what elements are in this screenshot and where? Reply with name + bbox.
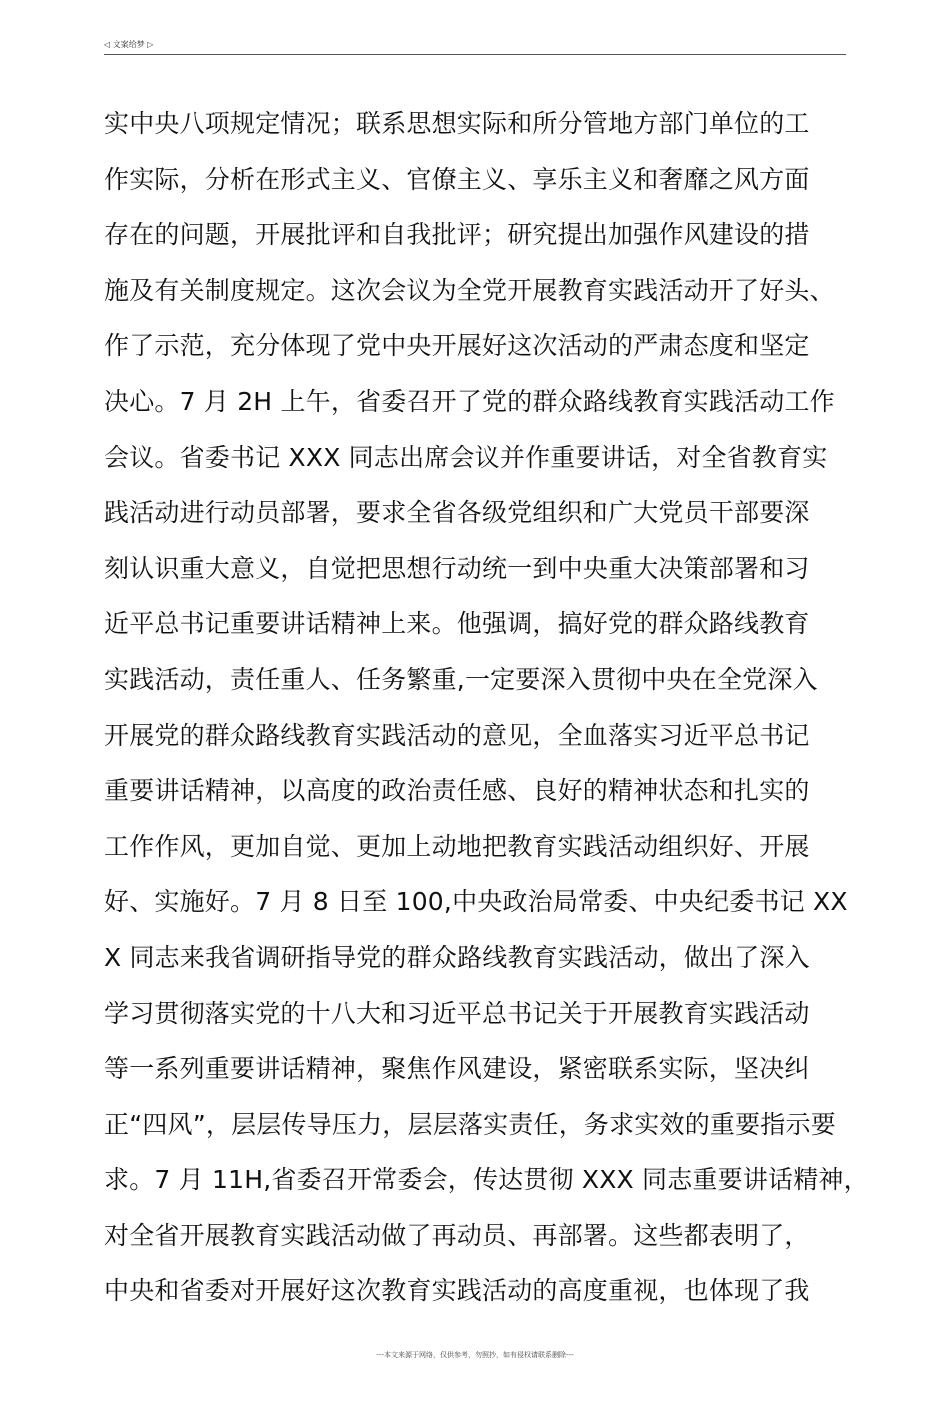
body-line: 实中央八项规定情况；联系思想实际和所分管地方部门单位的工	[104, 109, 810, 138]
body-line: 实践活动，责任重人、任务繁重,一定要深入贯彻中央在全党深入	[104, 664, 818, 694]
body-line: 践活动进行动员部署，要求全省各级党组织和广大党员干部要深	[104, 498, 810, 528]
body-line: 开展党的群众路线教育实践活动的意见，全血落实习近平总书记	[104, 720, 810, 750]
body-line: 会议。省委书记 XXX 同志出席会议并作重要讲话，对全省教育实	[104, 442, 828, 472]
body-line: 近平总书记重要讲话精神上来。他强调，搞好党的群众路线教育	[104, 609, 810, 639]
body-line: 求。7 月 11H,省委召开常委会，传达贯彻 XXX 同志重要讲话精神，	[104, 1165, 869, 1195]
body-line: 作了示范，充分体现了党中央开展好这次活动的严肃态度和坚定	[104, 331, 810, 361]
header-title: ◁ 文案给梦 ▷	[104, 40, 154, 49]
body-line: 好、实施好。7 月 8 日至 100,中央政治局常委、中央纪委书记 XX	[104, 887, 848, 917]
body-line: 正“四风”，层层传导压力，层层落实责任，务求实效的重要指示要	[104, 1109, 836, 1139]
body-line: X 同志来我省调研指导党的群众路线教育实践活动，做出了深入	[104, 942, 810, 972]
body-line: 存在的问题，开展批评和自我批评；研究提出加强作风建设的措	[104, 220, 810, 250]
body-line: 施及有关制度规定。这次会议为全党开展教育实践活动开了好头、	[104, 275, 835, 305]
body-line: 作实际，分析在形式主义、官僚主义、享乐主义和奢靡之风方面	[104, 164, 810, 194]
body-line: 对全省开展教育实践活动做了再动员、再部署。这些都表明了，	[104, 1220, 810, 1250]
page-footer: ---本文来源于网络，仅供参考，勿照抄，如有侵权请联系删除---	[376, 1351, 574, 1359]
body-line: 工作作风，更加自觉、更加上动地把教育实践活动组织好、开展	[104, 831, 810, 861]
body-line: 学习贯彻落实党的十八大和习近平总书记关于开展教育实践活动	[104, 998, 810, 1028]
document-body	[104, 96, 869, 1319]
body-line: 刻认识重大意义，自觉把思想行动统一到中央重大决策部署和习	[104, 553, 810, 583]
body-line: 中央和省委对开展好这次教育实践活动的高度重视，也体现了我	[104, 1276, 810, 1306]
body-line: 重要讲话精神，以高度的政治责任感、良好的精神状态和扎实的	[104, 776, 810, 806]
page-header	[104, 38, 846, 55]
body-line: 等一系列重要讲话精神，聚焦作风建设，紧密联系实际，坚决纠	[104, 1054, 810, 1084]
body-line: 决心。7 月 2H 上午，省委召开了党的群众路线教育实践活动工作	[104, 386, 835, 416]
